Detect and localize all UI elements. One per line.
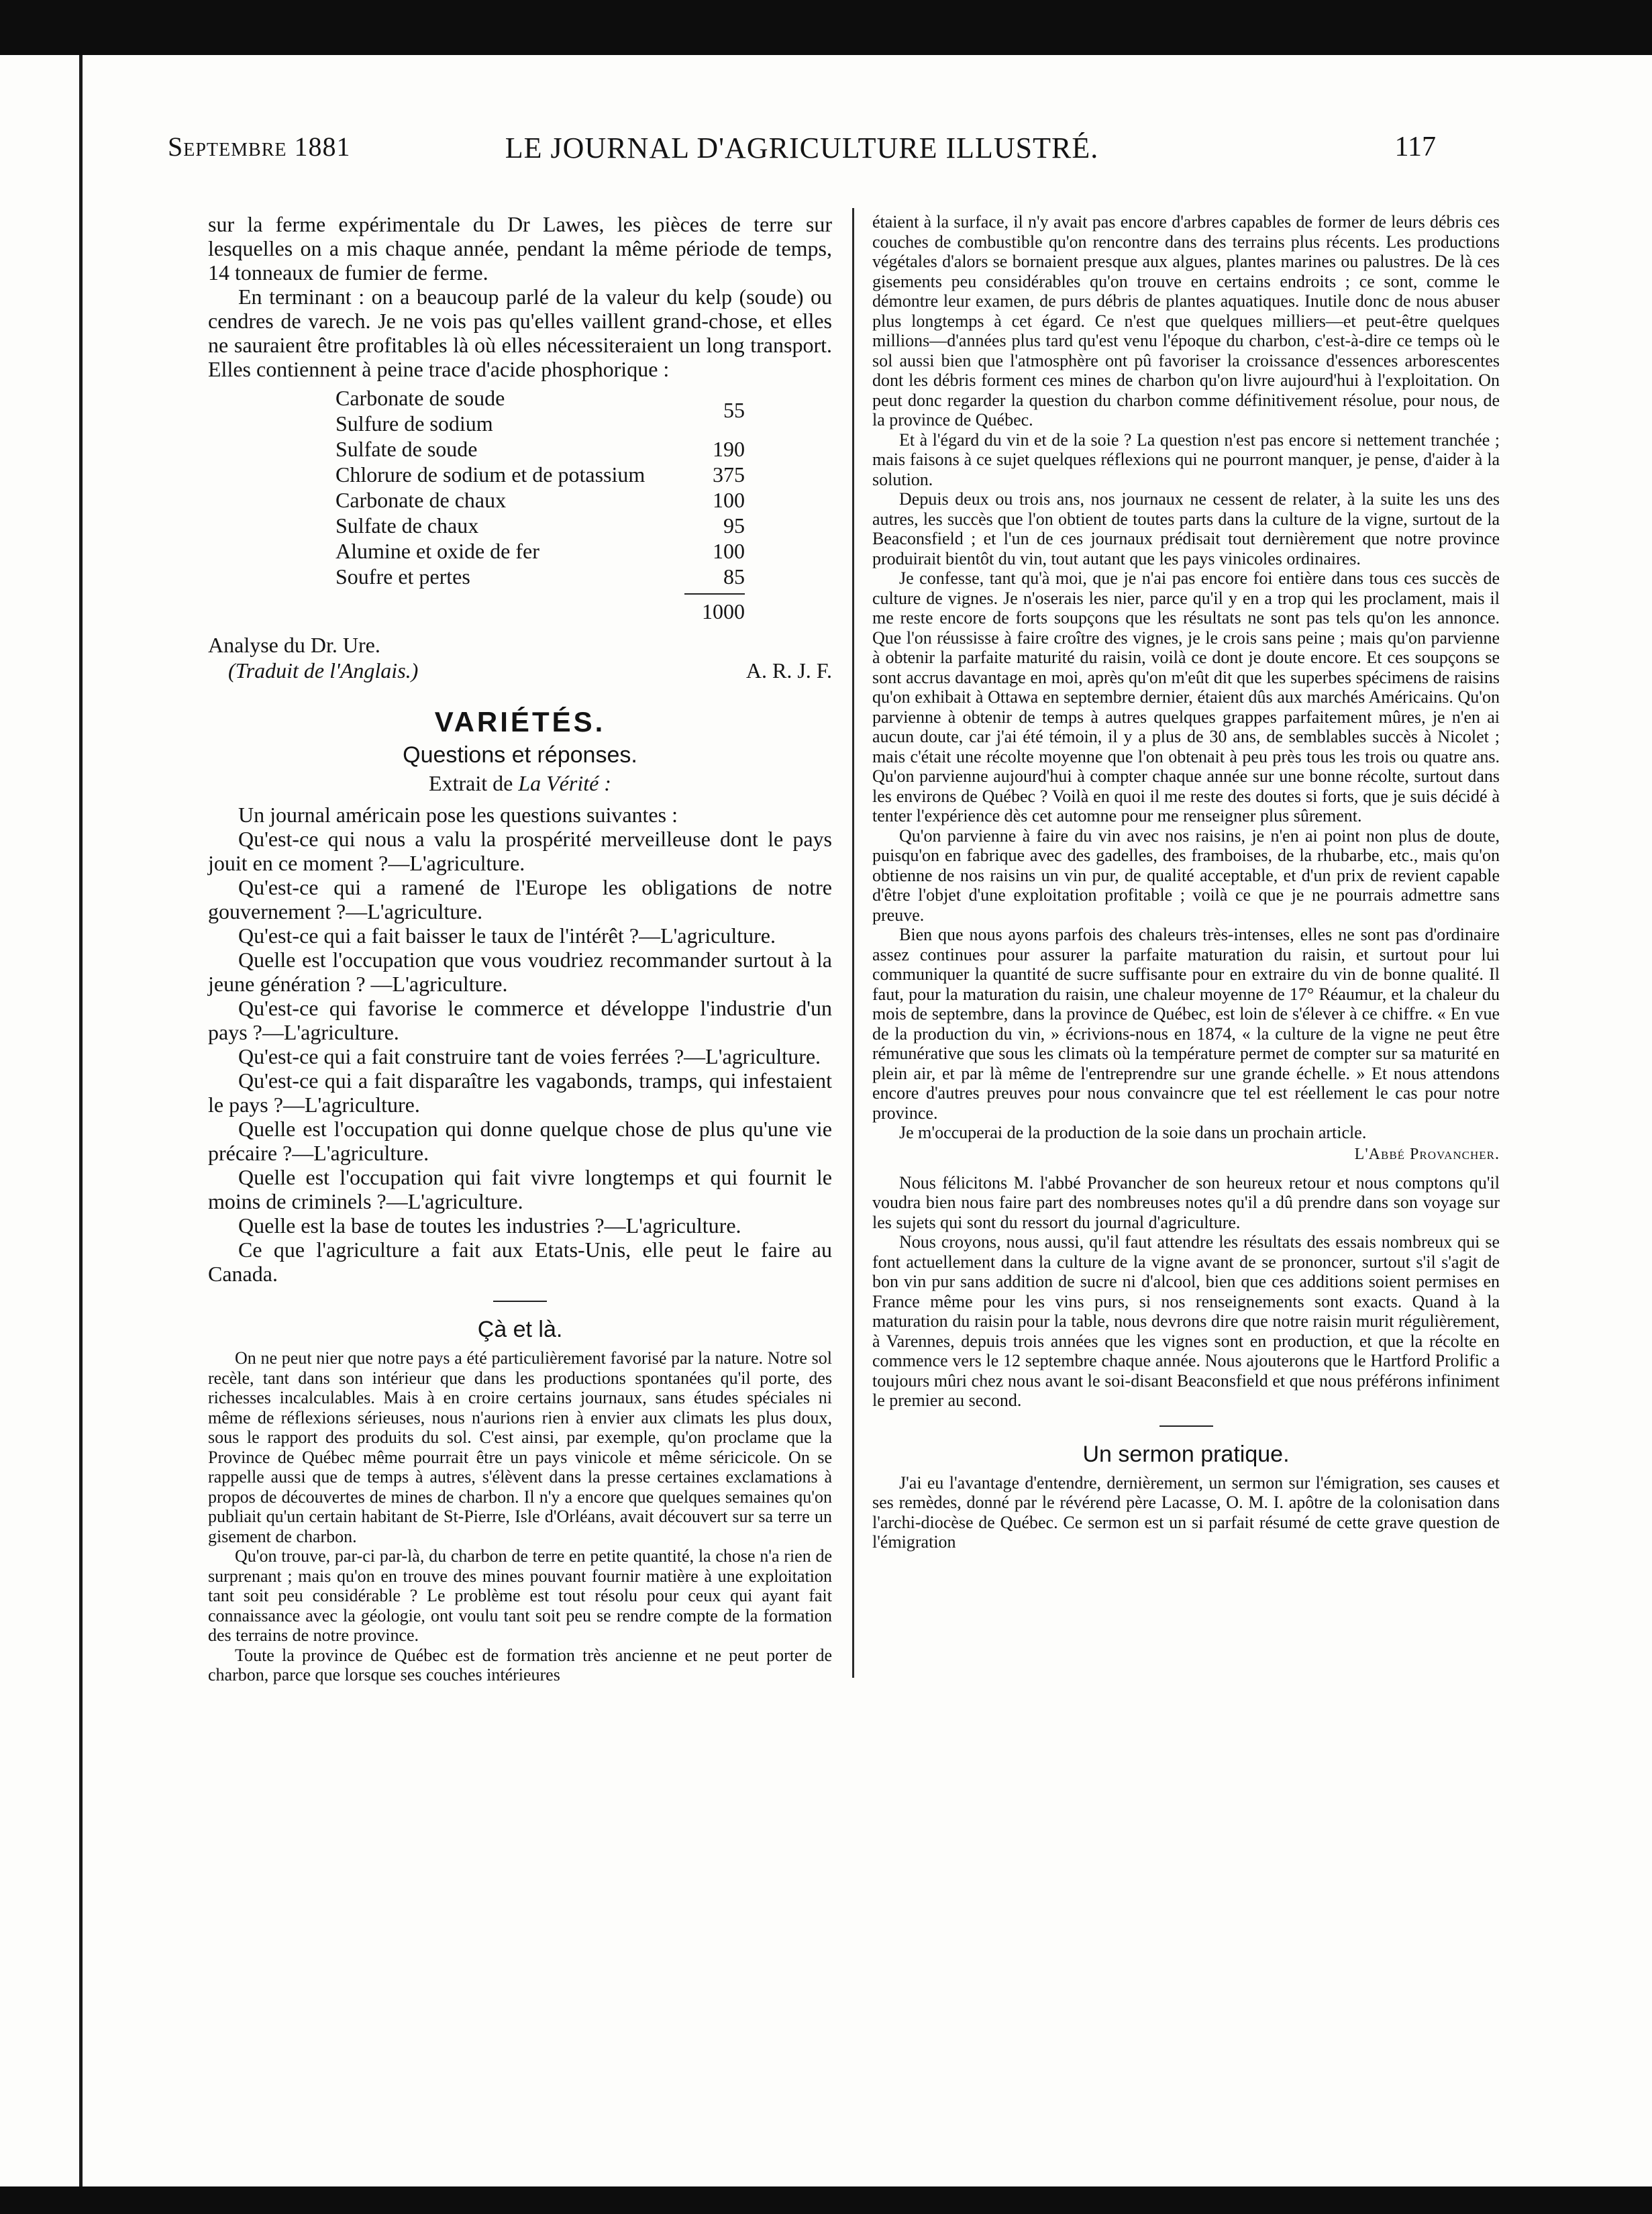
- table-row: [335, 513, 745, 538]
- kelp-analysis-table: [335, 385, 745, 624]
- paragraph: étaient à la surface, il n'y avait pas encore d'arbres capables de former de leurs débris ces couches de combustible qu'on rencontre dans des terrains plus récents. Les productions végétales d'alors se bornaient presque aux algues, plantes marines ou palustres. De là ces gisements peu considérables qu'on trouve en certains endroits ; ce sont, comme le démontre leur examen, de purs débris de plantes aquatiques. Inutile donc de nous abuser plus longtemps à cet égard. Ce n'est que quelques milliers—et peut-être quelques millions—d'années plus tard qu'est venu l'époque du charbon, c'est-à-dire ce temps où le sol aussi bien que l'atmosphère ont pû favoriser la croissance d'essences arborescentes dont les débris forment ces mines de charbon qu'on livre aujourd'hui à l'exploitation. On peut donc regarder la question du charbon comme définitivement résolue, pour nous, de la province de Québec.: [872, 212, 1500, 430]
- row-label: Soufre et pertes: [335, 564, 470, 589]
- section-heading-varietes: VARIÉTÉS.: [434, 706, 606, 738]
- right-column: [872, 212, 1500, 1552]
- page-number: 117: [1394, 132, 1436, 162]
- header-date: Septembre 1881: [168, 132, 351, 162]
- row-label: Carbonate de soude: [335, 386, 505, 410]
- row-label: Sulfate de chaux: [335, 513, 479, 538]
- row-value: 375: [713, 462, 745, 487]
- translation-note: (Traduit de l'Anglais.): [228, 658, 419, 683]
- row-value: 95: [723, 513, 745, 538]
- table-total: 1000: [684, 593, 745, 624]
- paragraph: Quelle est l'occupation que vous voudriez recommander surtout à la jeune génération ? —L'agriculture.: [208, 948, 832, 996]
- paragraph: Qu'est-ce qui favorise le commerce et développe l'industrie d'un pays ?—L'agriculture.: [208, 996, 832, 1044]
- ca-et-la-article: [208, 1348, 832, 1685]
- section-divider: [493, 1301, 547, 1302]
- section-heading-sermon: Un sermon pratique.: [1082, 1441, 1290, 1467]
- paragraph: Qu'est-ce qui a fait construire tant de voies ferrées ?—L'agriculture.: [238, 1044, 821, 1068]
- author-initials: A. R. J. F.: [745, 658, 832, 683]
- paragraph: Un journal américain pose les questions suivantes :: [238, 803, 678, 827]
- paragraph: Qu'est-ce qui a fait baisser le taux de l'intérêt ?—L'agriculture.: [238, 923, 776, 948]
- top-scan-border: [0, 0, 1652, 55]
- left-scan-border: [79, 55, 83, 2186]
- analyst-line: Analyse du Dr. Ure.: [208, 633, 380, 657]
- paragraph: Ce que l'agriculture a fait aux Etats-Unis, elle peut le faire au Canada.: [208, 1238, 832, 1286]
- bottom-scan-border: [0, 2186, 1652, 2214]
- table-total-row: [335, 589, 745, 624]
- row-label: Chlorure de sodium et de potassium: [335, 462, 646, 487]
- paragraph: J'ai eu l'avantage d'entendre, dernièrement, un sermon sur l'émigration, ses causes et ses remèdes, donné par le révérend père Lacasse, O. M. I. apôtre de la colonisation dans l'archi-diocèse de Québec. Ce sermon est un si parfait résumé de cette grave question de l'émigration: [872, 1472, 1500, 1552]
- questions-answers: [208, 803, 832, 1286]
- paragraph: Qu'on parvienne à faire du vin avec nos raisins, je n'en ai point non plus de doute, puisqu'on en fabrique avec des gadelles, des framboises, de la rhubarbe, etc., mais qu'on obtienne de nos raisins un vin pur, de qualité acceptable, et d'un prix de revient capable d'être l'objet d'une exploitation profitable ; voilà ce que je ne pourrais admettre sans preuve.: [872, 825, 1500, 925]
- paragraph: Quelle est la base de toutes les industries ?—L'agriculture.: [238, 1213, 741, 1238]
- author-signature: L'Abbé Provancher.: [1354, 1145, 1500, 1163]
- row-value: 190: [713, 437, 745, 461]
- journal-title: LE JOURNAL D'AGRICULTURE ILLUSTRÉ.: [505, 132, 1099, 164]
- table-row: [335, 564, 745, 589]
- paragraph: Je confesse, tant qu'à moi, que je n'ai pas encore foi entière dans tous ces succès de culture de vignes. Je n'oserais les nier, parce qu'il y en a trop qui les proclament, mais il me reste encore de forts soupçons que les résultats ne sont pas tels qu'on les annonce. Que l'on réussisse à faire croître des vignes, je le crois sans peine ; mais qu'on parvienne à obtenir la parfaite maturité du raisin, voilà ce dont je doute encore. Et ces soupçons se sont accrus davantage en moi, après qu'on m'eût dit que les superbes spécimens de raisins qu'on exhibait à Ottawa en septembre dernier, étaient dûs aux marchés Américains. Qu'on parvienne à obtenir de temps à autres quelques grappes parfaitement mûres, je n'en ai aucun doute, car j'ai été témoin, il y a plus de 30 ans, de semblables succès à Nicolet ; mais c'était une récolte moyenne que l'on obtenait à peu près tous les trois ou quatre ans. Qu'on parvienne aujourd'hui à compter chaque année sur une bonne récolte, surtout dans les environs de Québec ? Voilà en quoi il me reste des doutes si forts, que je suis décidé à tenter l'expérience dès cet automne pour me renseigner plus sûrement.: [872, 568, 1500, 825]
- paragraph: Qu'est-ce qui nous a valu la prospérité merveilleuse dont le pays jouit en ce moment ?—L'agriculture.: [208, 827, 832, 875]
- row-label: Sulfure de sodium: [335, 411, 493, 436]
- table-row: [335, 385, 745, 411]
- left-column: [208, 212, 832, 1685]
- section-divider: [1159, 1425, 1213, 1427]
- section-heading-ca-et-la: Çà et là.: [477, 1317, 563, 1342]
- table-row: [335, 436, 745, 462]
- table-row: [335, 462, 745, 487]
- row-label: Carbonate de chaux: [335, 488, 507, 512]
- paragraph: Quelle est l'occupation qui donne quelque chose de plus qu'une vie précaire ?—L'agriculture.: [208, 1117, 832, 1165]
- row-label: Alumine et oxide de fer: [335, 539, 539, 563]
- extract-source: Extrait de La Vérité :: [429, 771, 611, 795]
- paragraph: sur la ferme expérimentale du Dr Lawes, les pièces de terre sur lesquelles on a mis chaque année, pendant la même période de temps, 14 tonneaux de fumier de ferme.: [208, 212, 832, 285]
- row-value: 100: [713, 539, 745, 563]
- paragraph: Je m'occuperai de la production de la soie dans un prochain article.: [899, 1123, 1367, 1142]
- paragraph: Qu'est-ce qui a ramené de l'Europe les obligations de notre gouvernement ?—L'agriculture.: [208, 875, 832, 923]
- page-header: [168, 131, 1436, 171]
- paragraph: Depuis deux ou trois ans, nos journaux ne cessent de relater, à la suite les uns des autres, les succès que l'on obtient de toutes parts dans la culture de la vigne, surtout de la Beaconsfield ; et l'un de ces journaux prédisait tout dernièrement que notre province produirait bientôt du vin, tout autant que les pays vinicoles ordinaires.: [872, 489, 1500, 568]
- kelp-article: [208, 212, 832, 381]
- paragraph: On ne peut nier que notre pays a été particulièrement favorisé par la nature. Notre sol recèle, tant dans son intérieur que dans les productions spontanées qu'il porte, des richesses incalculables. Mais à en croire certains journaux, sans études spéciales ni même de réflexions sérieuses, nous n'aurions rien à envier aux climats les plus doux, sous le rapport des produits du sol. C'est ainsi, par exemple, qu'on proclame que la Province de Québec même pourrait être un pays vinicole et même séricicole. On se rappelle aussi que de temps à autres, s'élèvent dans la presse certaines exclamations à propos de découvertes de mines de charbon. Il n'y a encore que quelques semaines qu'on publiait qu'un certain habitant de St-Pierre, Isle d'Orléans, avait découvert sur sa terre un gisement de charbon.: [208, 1348, 832, 1546]
- paragraph: Quelle est l'occupation qui fait vivre longtemps et qui fournit le moins de criminels ?—L'agriculture.: [208, 1165, 832, 1213]
- paragraph: Bien que nous ayons parfois des chaleurs très-intenses, elles ne sont pas d'ordinaire assez continues pour assurer la parfaite maturation du raisin, et surtout pour lui communiquer la quantité de sucre suffisante pour en extraire du vin de bonne qualité. Il faut, pour la maturation du raisin, une chaleur moyenne de 17° Réaumur, et la chaleur du mois de septembre, dans la province de Québec, est loin de s'élever à ce chiffre. « En vue de la production du vin, » écrivions-nous en 1874, « la culture de la vigne ne peut être rémunérative que sous les climats où la température permet de compter sur sa maturité en plein air, et par là même de l'entreprendre sur une grande échelle. » Et nous attendons encore d'autres preuves pour nous convaincre que tel est réellement le cas pour notre province.: [872, 925, 1500, 1123]
- paragraph: Toute la province de Québec est de formation très ancienne et ne peut porter de charbon, parce que lorsque ses couches intérieures: [208, 1645, 832, 1684]
- row-label: Sulfate de soude: [335, 437, 478, 461]
- row-value: 85: [723, 564, 745, 589]
- section-subheading: Questions et réponses.: [403, 742, 637, 768]
- table-row: [335, 538, 745, 564]
- column-divider: [852, 208, 854, 1678]
- paragraph: Qu'est-ce qui a fait disparaître les vagabonds, tramps, qui infestaient le pays ?—L'agriculture.: [208, 1068, 832, 1117]
- paragraph: Qu'on trouve, par-ci par-là, du charbon de terre en petite quantité, la chose n'a rien de surprenant ; mais qu'on en trouve des mines pouvant fournir matière à une exploitation tant soit peu considérable ? Le problème est tout résolu pour ceux qui ayant fait connaissance avec la géologie, ont voulu tant soit peu se rendre compte de la formation des terrains de notre province.: [208, 1546, 832, 1645]
- table-row: [335, 487, 745, 513]
- paragraph: Nous félicitons M. l'abbé Provancher de son heureux retour et nous comptons qu'il voudra bien nous faire part des nombreuses notes qu'il a dû prendre dans son voyage sur les sujets qui sont du ressort du journal d'agriculture.: [872, 1172, 1500, 1232]
- paragraph: Nous croyons, nous aussi, qu'il faut attendre les résultats des essais nombreux qui se font actuellement dans la culture de la vigne avant de se prononcer, surtout s'il s'agit de bon vin pur sans addition de sucre ni d'alcool, bien que ces additions soient permises en France même pour les vins purs, si nos renseignements sont exacts. Quand à la maturation du raisin pour la table, nous devrons dire que notre raisin murit régulièrement, à Varennes, depuis trois années que les vignes sont en production, et que la récolte en commence vers le 12 septembre chaque année. Nous ajouterons que le Hartford Prolific a toujours mûri chez nous avant le soi-disant Beaconsfield et que nous préférons infiniment le premier au second.: [872, 1232, 1500, 1410]
- paragraph: En terminant : on a beaucoup parlé de la valeur du kelp (soude) ou cendres de varech. Je ne vois pas qu'elles vaillent grand-chose, et elles ne sauraient être profitables là où elles nécessiteraient un long transport. Elles contiennent à peine trace d'acide phosphorique :: [208, 285, 832, 381]
- article-credit: [208, 632, 832, 683]
- row-value: 100: [713, 488, 745, 512]
- row-value: 55: [723, 398, 745, 422]
- paragraph: Et à l'égard du vin et de la soie ? La question n'est pas encore si nettement tranchée ; mais faisons à ce sujet quelques réflexions qui ne pourront manquer, je pense, d'aider à la solution.: [872, 430, 1500, 489]
